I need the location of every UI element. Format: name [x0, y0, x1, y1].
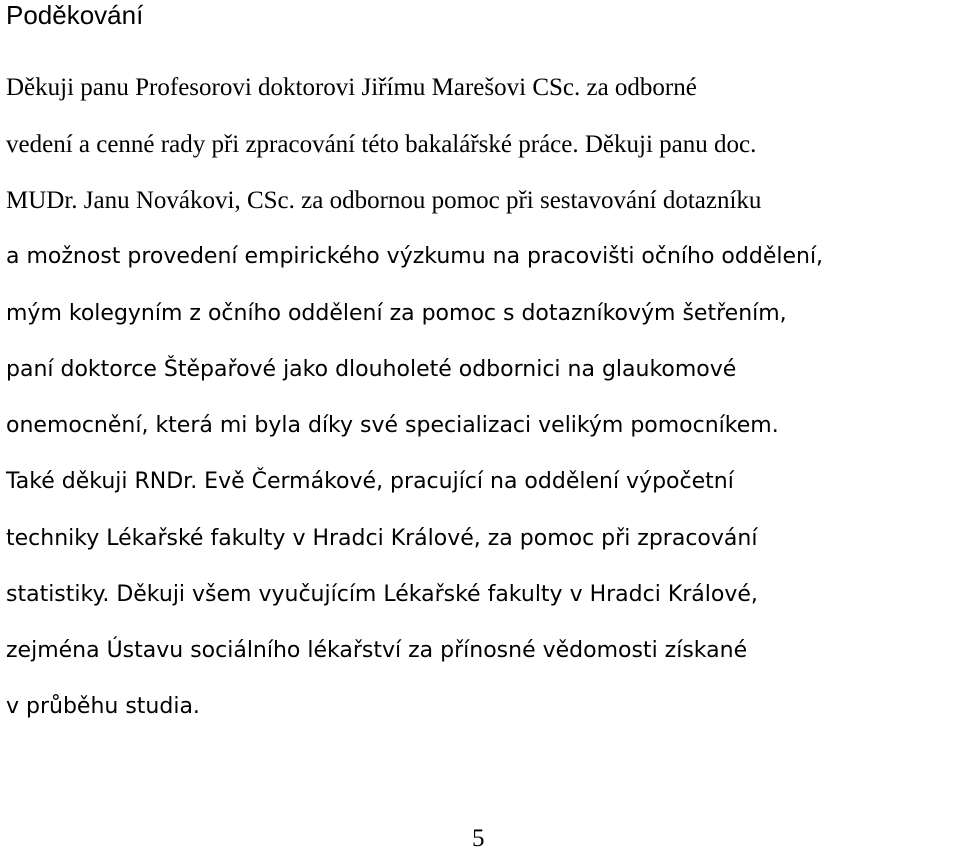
paragraph-line-11: zejména Ústavu sociálního lékařství za přínosné vědomosti získané	[6, 638, 748, 663]
paragraph-line-1: Děkuji panu Profesorovi doktorovi Jiřímu Marešovi CSc. za odborné	[6, 74, 697, 101]
page-heading: Poděkování	[6, 0, 144, 30]
page-number: 5	[472, 825, 485, 852]
paragraph-line-12: v průběhu studia.	[6, 694, 200, 719]
paragraph-line-3: MUDr. Janu Novákovi, CSc. za odbornou pomoc při sestavování dotazníku	[6, 187, 762, 214]
paragraph-line-10: statistiky. Děkuji všem vyučujícím Lékařské fakulty v Hradci Králové,	[6, 582, 758, 607]
paragraph-line-9: techniky Lékařské fakulty v Hradci Králové, za pomoc při zpracování	[6, 526, 758, 551]
paragraph-line-4: a možnost provedení empirického výzkumu na pracovišti očního oddělení,	[6, 244, 824, 269]
paragraph-line-2: vedení a cenné rady při zpracování této bakalářské práce. Děkuji panu doc.	[6, 131, 757, 158]
paragraph-line-5: mým kolegyním z očního oddělení za pomoc s dotazníkovým šetřením,	[6, 301, 787, 326]
paragraph-line-6: paní doktorce Štěpařové jako dlouholeté odbornici na glaukomové	[6, 357, 737, 382]
paragraph-line-7: onemocnění, která mi byla díky své specializaci velikým pomocníkem.	[6, 413, 779, 438]
paragraph-line-8: Také děkuji RNDr. Evě Čermákové, pracující na oddělení výpočetní	[6, 469, 734, 494]
